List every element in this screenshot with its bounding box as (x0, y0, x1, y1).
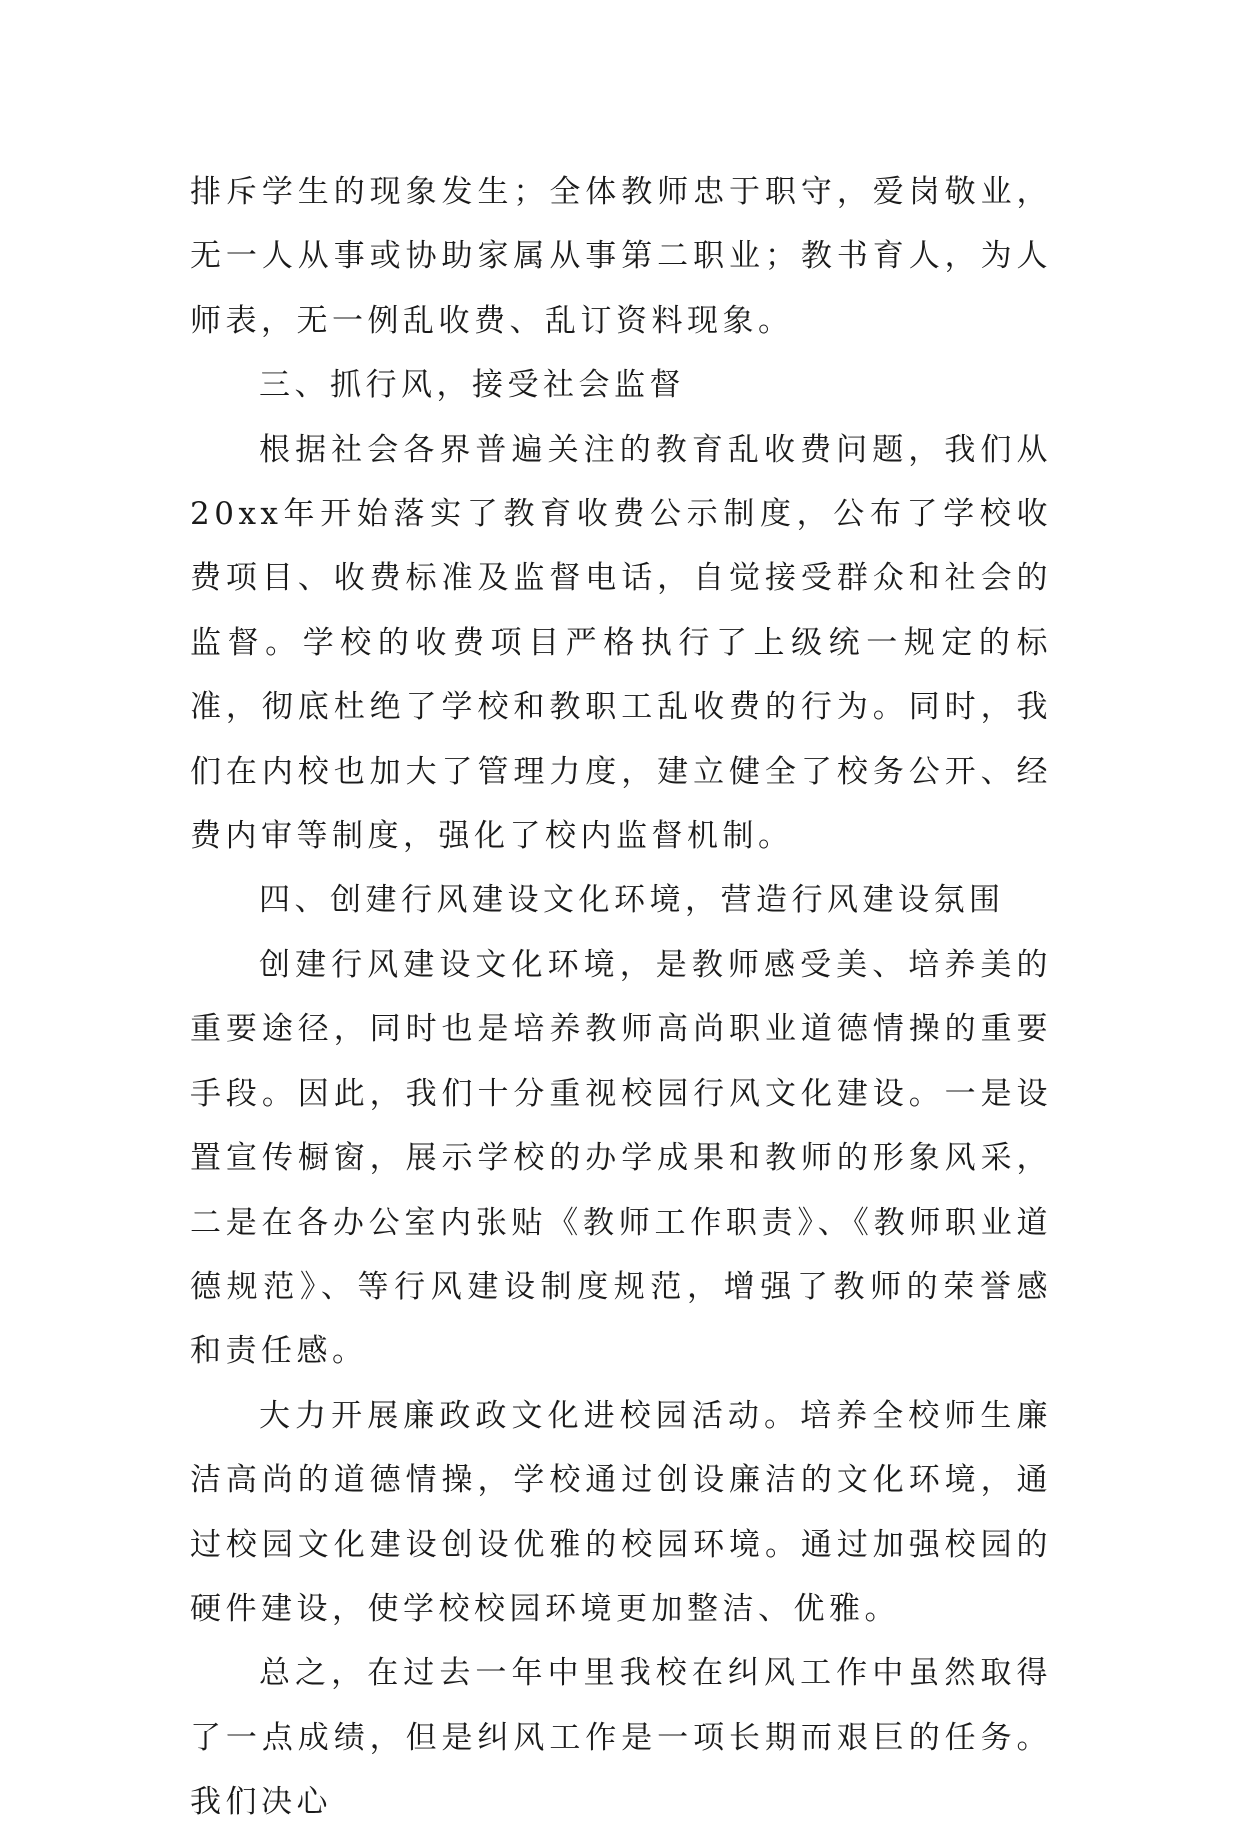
paragraph-culture-environment: 创建行风建设文化环境，是教师感受美、培养美的重要途径，同时也是培养教师高尚职业道德情操的重要手段。因此，我们十分重视校园行风文化建设。一是设置宣传橱窗，展示学校的办学成果和教师的形象风采，二是在各办公室内张贴《教师工作职责》、《教师职业道德规范》、等行风建设制度规范，增强了教师的荣誉感和责任感。 (190, 946, 1052, 1370)
section-heading-3: 三、抓行风，接受社会监督 (259, 367, 685, 404)
paragraph-integrity-campus: 大力开展廉政政文化进校园活动。培养全校师生廉洁高尚的道德情操，学校通过创设廉洁的文化环境，通过校园文化建设创设优雅的校园环境。通过加强校园的硬件建设，使学校校园环境更加整洁、优雅。 (190, 1397, 1052, 1627)
paragraph-conclusion: 总之，在过去一年中里我校在纠风工作中虽然取得了一点成绩，但是纠风工作是一项长期而艰巨的任务。我们决心 (190, 1655, 1052, 1821)
paragraph-fee-supervision: 根据社会各界普遍关注的教育乱收费问题，我们从20xx年开始落实了教育收费公示制度，公布了学校收费项目、收费标准及监督电话，自觉接受群众和社会的监督。学校的收费项目严格执行了上级统一规定的标准，彻底杜绝了学校和教职工乱收费的行为。同时，我们在内校也加大了管理力度，建立健全了校务公开、经费内审等制度，强化了校内监督机制。 (190, 431, 1052, 855)
document-body (190, 160, 1052, 1835)
paragraph-continuation: 排斥学生的现象发生；全体教师忠于职守，爱岗敬业，无一人从事或协助家属从事第二职业；教书育人，为人师表，无一例乱收费、乱订资料现象。 (190, 174, 1052, 339)
section-heading-4: 四、创建行风建设文化环境，营造行风建设氛围 (259, 882, 1005, 919)
